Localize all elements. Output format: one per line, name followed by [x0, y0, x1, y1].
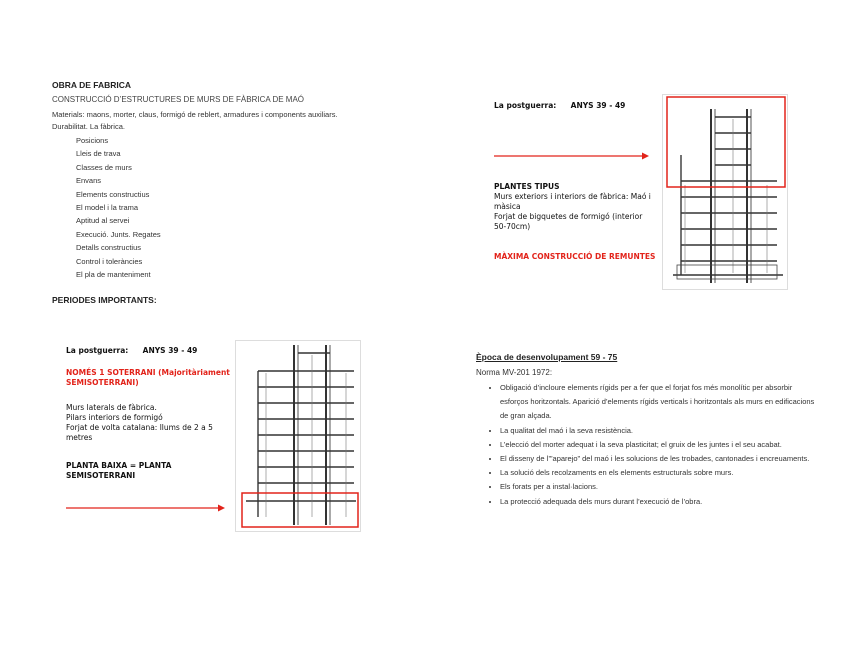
planta-baixa-note: [66, 461, 171, 481]
right-arrow-icon: [66, 502, 226, 514]
list-item: • La protecció adequada dels murs durant l’execució de l’obra.: [500, 495, 820, 509]
panel-right-body: [494, 182, 654, 232]
panel-line: metres: [66, 433, 93, 442]
panel-right-era: [494, 101, 625, 111]
list-item: Aptitud al servei: [76, 216, 130, 226]
red-line: NOMÉS 1 SOTERRANI (Majoritàriament: [66, 368, 230, 377]
list-item: El pla de manteniment: [76, 270, 151, 280]
norm-label: Norma MV-201 1972:: [476, 368, 553, 377]
right-arrow-icon: [494, 150, 650, 162]
panel-line: Murs laterals de fàbrica.: [66, 403, 157, 412]
era-years: ANYS 39 - 49: [570, 101, 626, 110]
periods-heading: PERIODES IMPORTANTS:: [52, 295, 157, 305]
era-years: ANYS 39 - 49: [142, 346, 198, 355]
list-item: Lleis de trava: [76, 149, 121, 159]
panel-left-era: [66, 346, 197, 356]
panel-line: Murs exteriors i interiors de fàbrica: Maó i: [494, 192, 651, 201]
list-item: • Obligació d’incloure elements rígids per a fer que el forjat fos més monolític per absorbir esforços horitzontals. Aparició d’elements rígids verticals i horitzontals als murs en edificacions de gran alçada.: [500, 381, 820, 424]
plantes-heading: PLANTES TIPUS: [494, 182, 560, 191]
list-item: Elements constructius: [76, 189, 150, 199]
list-item: El model i la trama: [76, 203, 139, 213]
page-subtitle: CONSTRUCCIÓ D’ESTRUCTURES DE MURS DE FÀBRICA DE MAÓ: [52, 95, 305, 104]
list-item: Execució. Junts. Regates: [76, 229, 161, 239]
panel-line: 50-70cm): [494, 222, 531, 231]
building-section-drawing: [662, 94, 788, 290]
page-title: OBRA DE FABRICA: [52, 80, 132, 90]
panel-line: Forjat de bigquetes de formigó (interior: [494, 212, 643, 221]
era-label: La postguerra:: [66, 346, 129, 355]
list-item: • L’elecció del morter adequat i la seva plasticitat; el gruix de les juntes i el seu acabat.: [500, 438, 820, 452]
bold-line: SEMISOTERRANI: [66, 471, 136, 480]
panel-line: Pilars interiors de formigó: [66, 413, 163, 422]
panel-line: màsica: [494, 202, 521, 211]
panel-line: Forjat de volta catalana: llums de 2 a 5: [66, 423, 213, 432]
list-item: Classes de murs: [76, 162, 132, 172]
list-item: Detalls constructius: [76, 243, 142, 253]
materials-text: Materials: maons, morter, claus, formigó de reblert, armadures i components auxiliars. Durabilitat. La fàbrica.: [52, 110, 338, 131]
era-label: La postguerra:: [494, 101, 557, 110]
list-item: • La qualitat del maó i la seva resistència.: [500, 424, 820, 438]
soterrani-highlight: [66, 368, 230, 388]
building-section-drawing: [235, 340, 361, 532]
red-line: SEMISOTERRANI): [66, 378, 139, 387]
list-item: • La solució dels recolzaments en els elements estructurals sobre murs.: [500, 466, 820, 480]
requirements-list: [486, 381, 820, 509]
list-item: • El disseny de l’”aparejo” del maó i les solucions de les trobades, cantonades i encreuaments.: [500, 452, 820, 466]
list-item: • Els forats per a instal·lacions.: [500, 480, 820, 494]
list-item: Posicions: [76, 136, 109, 145]
list-item: Envans: [76, 176, 102, 186]
bold-line: PLANTA BAIXA = PLANTA: [66, 461, 172, 470]
panel-left-body: [66, 403, 226, 443]
topics-list: [76, 134, 161, 281]
remuntes-highlight: MÀXIMA CONSTRUCCIÓ DE REMUNTES: [494, 252, 656, 261]
list-item: Control i toleràncies: [76, 256, 143, 266]
epoch-title: Època de desenvolupament 59 - 75: [476, 352, 618, 362]
